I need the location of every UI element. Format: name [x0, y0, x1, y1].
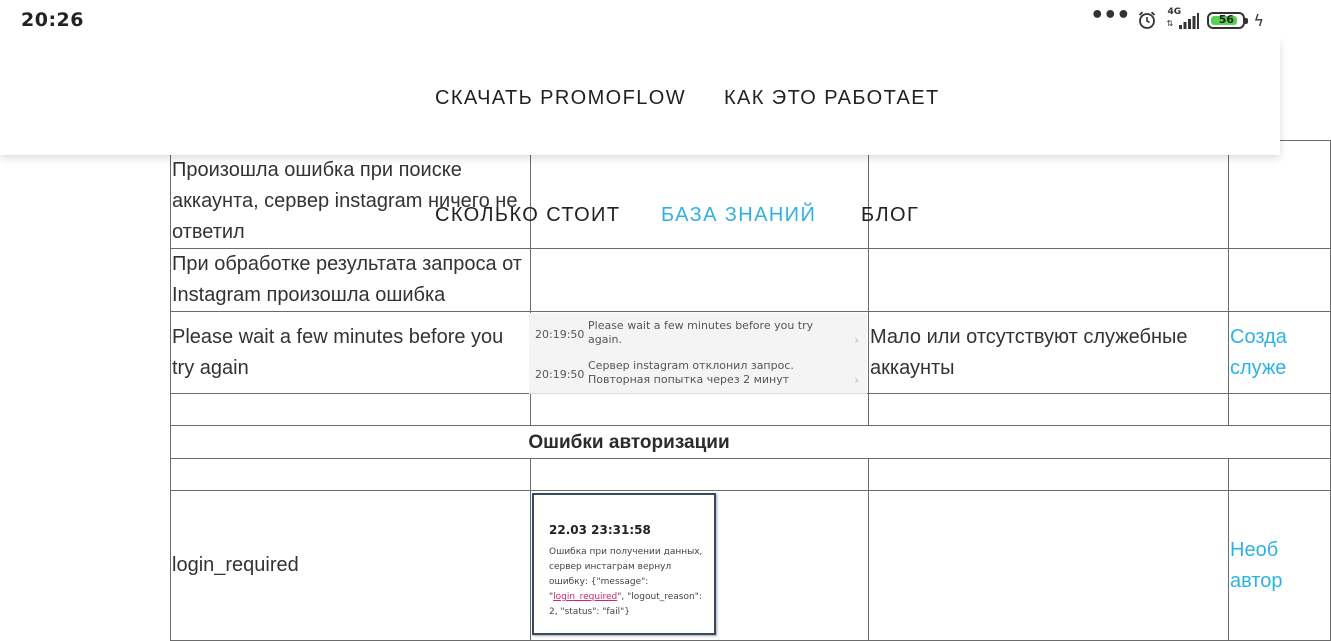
data-arrows-icon: ⇅: [1166, 19, 1174, 28]
screenshot-cell: [531, 141, 869, 249]
nav-pricing[interactable]: СКОЛЬКО СТОИТ: [435, 204, 621, 226]
screenshot-cell: [531, 249, 869, 312]
battery-nub: [1245, 18, 1248, 24]
error-cell: [171, 141, 531, 249]
empty-cell: [531, 459, 869, 491]
status-icons: [1090, 3, 1264, 32]
battery-icon: [1207, 12, 1245, 29]
log-message: Сервер instagram отклонил запрос. Повторная попытка через 2 минут: [588, 358, 794, 386]
empty-cell: [869, 459, 1229, 491]
reason-cell: [869, 312, 1229, 394]
table-row: [171, 491, 1331, 641]
solution-link[interactable]: служе: [1230, 356, 1287, 379]
error-screenshot: [529, 313, 867, 393]
error-text: Произошла ошибка при поиске аккаунта, сервер instagram ничего не ответил: [172, 159, 518, 243]
error-cell: [171, 312, 531, 394]
solution-cell: [1229, 491, 1331, 641]
message-text: Ошибка при получении данных, сервер инстаграм вернул ошибку: {"message": ": [549, 547, 703, 602]
log-entry: [529, 313, 867, 354]
notification-datetime: 22.03 23:31:58: [549, 523, 651, 537]
auth-error-screenshot: [532, 493, 716, 635]
empty-cell: [1229, 459, 1331, 491]
empty-cell: [869, 394, 1229, 426]
reason-text: Мало или отсутствуют служебные аккаунты: [870, 325, 1188, 379]
error-cell: [171, 249, 531, 312]
empty-cell: [531, 394, 869, 426]
log-message: Please wait a few minutes before you try again.: [588, 318, 814, 346]
log-time: 20:19:50: [535, 327, 585, 341]
table-row: [171, 312, 1331, 394]
table-row: [171, 249, 1331, 312]
signal-icon: [1165, 9, 1199, 31]
chevron-right-icon: ›: [854, 372, 859, 387]
clock: 20:26: [21, 9, 84, 31]
table-row: [171, 141, 1331, 249]
reason-cell: [869, 491, 1229, 641]
reason-cell: [869, 249, 1229, 312]
reason-cell: [869, 141, 1229, 249]
alarm-icon: [1137, 10, 1157, 30]
empty-cell: [171, 459, 531, 491]
log-time: 20:19:50: [535, 367, 585, 381]
error-text: login_required: [172, 554, 299, 576]
log-entry: [529, 353, 867, 394]
solution-link[interactable]: Созда: [1230, 325, 1287, 348]
message-text: ", "logout_reason": 2, "status": "fail"}: [549, 592, 702, 617]
charging-icon: ϟ: [1253, 10, 1264, 30]
message-highlight: login_required: [553, 592, 618, 602]
nav-knowledge-base[interactable]: БАЗА ЗНАНИЙ: [661, 204, 817, 226]
solution-link[interactable]: Необ: [1230, 538, 1279, 561]
battery-level: 56: [1218, 12, 1235, 26]
error-cell: [171, 491, 531, 641]
chevron-right-icon: ›: [854, 332, 859, 347]
notification-message: [549, 545, 709, 620]
screenshot-cell: [531, 491, 869, 641]
solution-cell: [1229, 141, 1331, 249]
nav-how-it-works[interactable]: КАК ЭТО РАБОТАЕТ: [724, 87, 940, 109]
table-row: [171, 394, 1331, 426]
nav-download[interactable]: СКАЧАТЬ PROMOFLOW: [435, 87, 687, 109]
solution-link[interactable]: автор: [1230, 569, 1283, 592]
section-header-row: [171, 426, 1331, 459]
empty-cell: [171, 394, 531, 426]
solution-cell: [1229, 312, 1331, 394]
nav-blog[interactable]: БЛОГ: [861, 204, 920, 226]
solution-cell: [1229, 249, 1331, 312]
table-row: [171, 459, 1331, 491]
error-text: При обработке результата запроса от Instagram произошла ошибка: [172, 253, 522, 306]
empty-cell: [1229, 394, 1331, 426]
more-dots-icon: •••: [1090, 3, 1130, 28]
error-text: Please wait a few minutes before you try again: [172, 325, 504, 379]
screenshot-cell: [531, 312, 869, 394]
status-bar: [0, 0, 1280, 40]
section-title: Ошибки авторизации: [171, 426, 1331, 459]
network-type: 4G: [1167, 7, 1182, 17]
